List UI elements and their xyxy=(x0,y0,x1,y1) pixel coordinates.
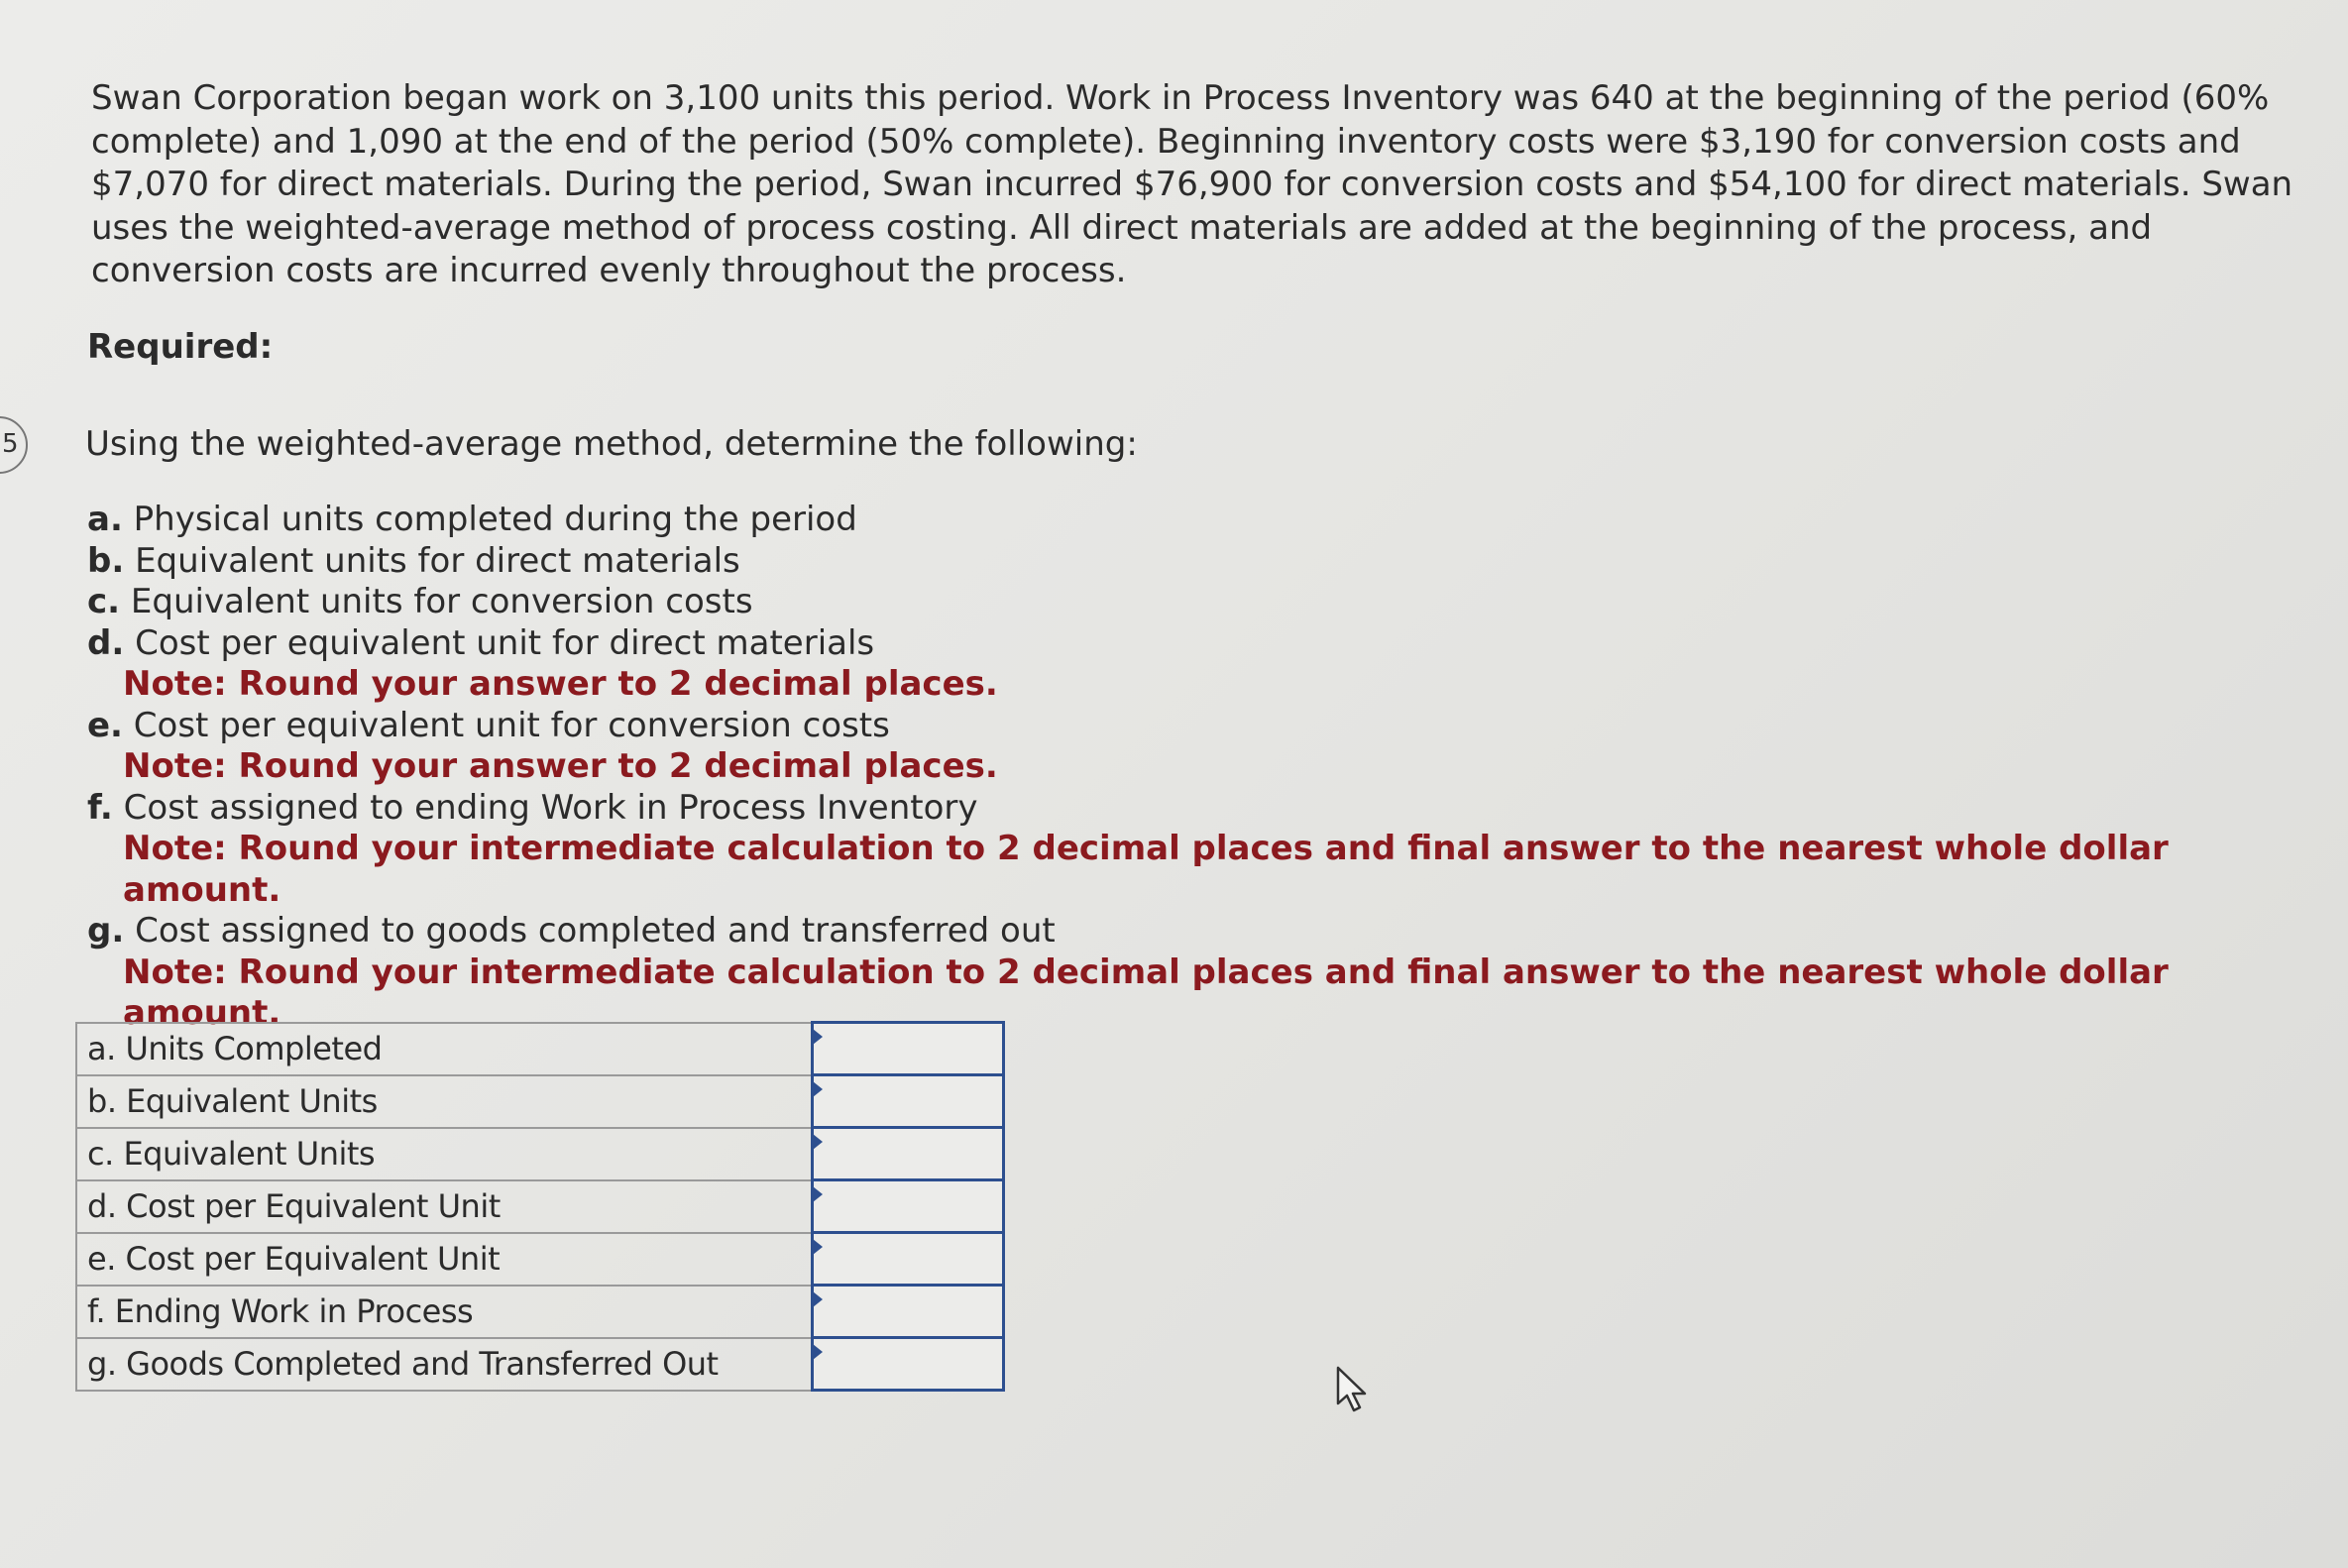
requirement-d xyxy=(87,623,2268,665)
requirement-text: Cost per equivalent unit for conversion costs xyxy=(133,705,890,745)
requirement-text: Equivalent units for conversion costs xyxy=(130,582,753,621)
answer-cell-d[interactable] xyxy=(813,1180,1004,1233)
edge-digit: 5 xyxy=(2,429,19,459)
requirement-letter: d. xyxy=(87,622,125,663)
answer-table xyxy=(75,1021,1005,1392)
answer-cell-f[interactable] xyxy=(813,1286,1004,1338)
requirement-d-note: Note: Round your answer to 2 decimal places. xyxy=(123,664,998,704)
row-label-cost-per-eu-cc: e. Cost per Equivalent Unit xyxy=(76,1233,813,1286)
requirement-b xyxy=(87,541,2268,583)
answer-input-d[interactable] xyxy=(814,1181,1002,1231)
row-label-units-completed: a. Units Completed xyxy=(76,1023,813,1075)
requirement-letter: a. xyxy=(87,500,123,539)
requirement-letter: e. xyxy=(87,705,123,745)
requirement-text: Equivalent units for direct materials xyxy=(135,540,740,581)
row-label-equivalent-units-dm: b. Equivalent Units xyxy=(76,1075,813,1128)
cell-marker-icon xyxy=(813,1291,823,1307)
cell-marker-icon xyxy=(813,1081,823,1097)
requirement-letter: b. xyxy=(87,540,125,581)
requirement-text: Cost assigned to goods completed and transferred out xyxy=(135,911,1056,951)
row-label-cost-per-eu-dm: d. Cost per Equivalent Unit xyxy=(76,1180,813,1233)
answer-cell-g[interactable] xyxy=(813,1338,1004,1391)
requirement-letter: f. xyxy=(87,787,113,828)
requirement-text: Cost assigned to ending Work in Process Inventory xyxy=(123,787,978,828)
requirement-e xyxy=(87,706,2268,747)
answer-input-c[interactable] xyxy=(814,1129,1002,1178)
requirement-letter: g. xyxy=(87,911,125,951)
requirement-text: Physical units completed during the period xyxy=(133,500,857,539)
requirements-list xyxy=(87,500,2268,1035)
answer-cell-e[interactable] xyxy=(813,1233,1004,1286)
requirement-text: Cost per equivalent unit for direct materials xyxy=(135,622,875,663)
row-label-equivalent-units-cc: c. Equivalent Units xyxy=(76,1128,813,1180)
answer-input-a[interactable] xyxy=(814,1024,1002,1073)
answer-cell-c[interactable] xyxy=(813,1128,1004,1180)
table-row xyxy=(76,1180,1004,1233)
problem-text: Swan Corporation began work on 3,100 units this period. Work in Process Inventory was 640 at the beginning of the period (60% complete) and 1,090 at the end of the period (50% complete). Beginning inventory costs were $3,190 for conversion costs and $7,070 for direct materials. During the period, Swan incurred $76,900 for conversion costs and $54,100 for direct materials. Swan uses the weighted-average method of process costing. All direct materials are added at the beginning of the process, and conversion costs are incurred evenly throughout the process. xyxy=(91,78,2293,290)
required-heading: Required: xyxy=(87,327,274,367)
table-row xyxy=(76,1128,1004,1180)
instructions-text: Using the weighted-average method, determine the following: xyxy=(85,424,1138,464)
answer-input-b[interactable] xyxy=(814,1076,1002,1126)
requirement-g-note: Note: Round your intermediate calculation to 2 decimal places and final answer to the nearest whole dollar amount. xyxy=(123,952,2169,1033)
answer-input-e[interactable] xyxy=(814,1234,1002,1284)
table-row xyxy=(76,1075,1004,1128)
requirement-a xyxy=(87,500,2268,541)
row-label-ending-wip: f. Ending Work in Process xyxy=(76,1286,813,1338)
answer-cell-b[interactable] xyxy=(813,1075,1004,1128)
row-label-goods-transferred-out: g. Goods Completed and Transferred Out xyxy=(76,1338,813,1391)
table-row xyxy=(76,1338,1004,1391)
mouse-pointer-icon xyxy=(1334,1366,1374,1413)
cell-marker-icon xyxy=(813,1029,823,1045)
requirement-letter: c. xyxy=(87,582,121,621)
answer-cell-a[interactable] xyxy=(813,1023,1004,1075)
cell-marker-icon xyxy=(813,1134,823,1150)
cell-marker-icon xyxy=(813,1186,823,1202)
requirement-g xyxy=(87,911,2268,952)
answer-input-f[interactable] xyxy=(814,1287,1002,1336)
table-row xyxy=(76,1233,1004,1286)
cell-marker-icon xyxy=(813,1344,823,1360)
cell-marker-icon xyxy=(813,1239,823,1255)
requirement-c xyxy=(87,582,2268,623)
requirement-f-note: Note: Round your intermediate calculation to 2 decimal places and final answer to the nearest whole dollar amount. xyxy=(123,829,2169,910)
table-row xyxy=(76,1023,1004,1075)
table-row xyxy=(76,1286,1004,1338)
answer-input-g[interactable] xyxy=(814,1339,1002,1389)
requirement-f xyxy=(87,788,2268,830)
requirement-e-note: Note: Round your answer to 2 decimal places. xyxy=(123,746,998,786)
